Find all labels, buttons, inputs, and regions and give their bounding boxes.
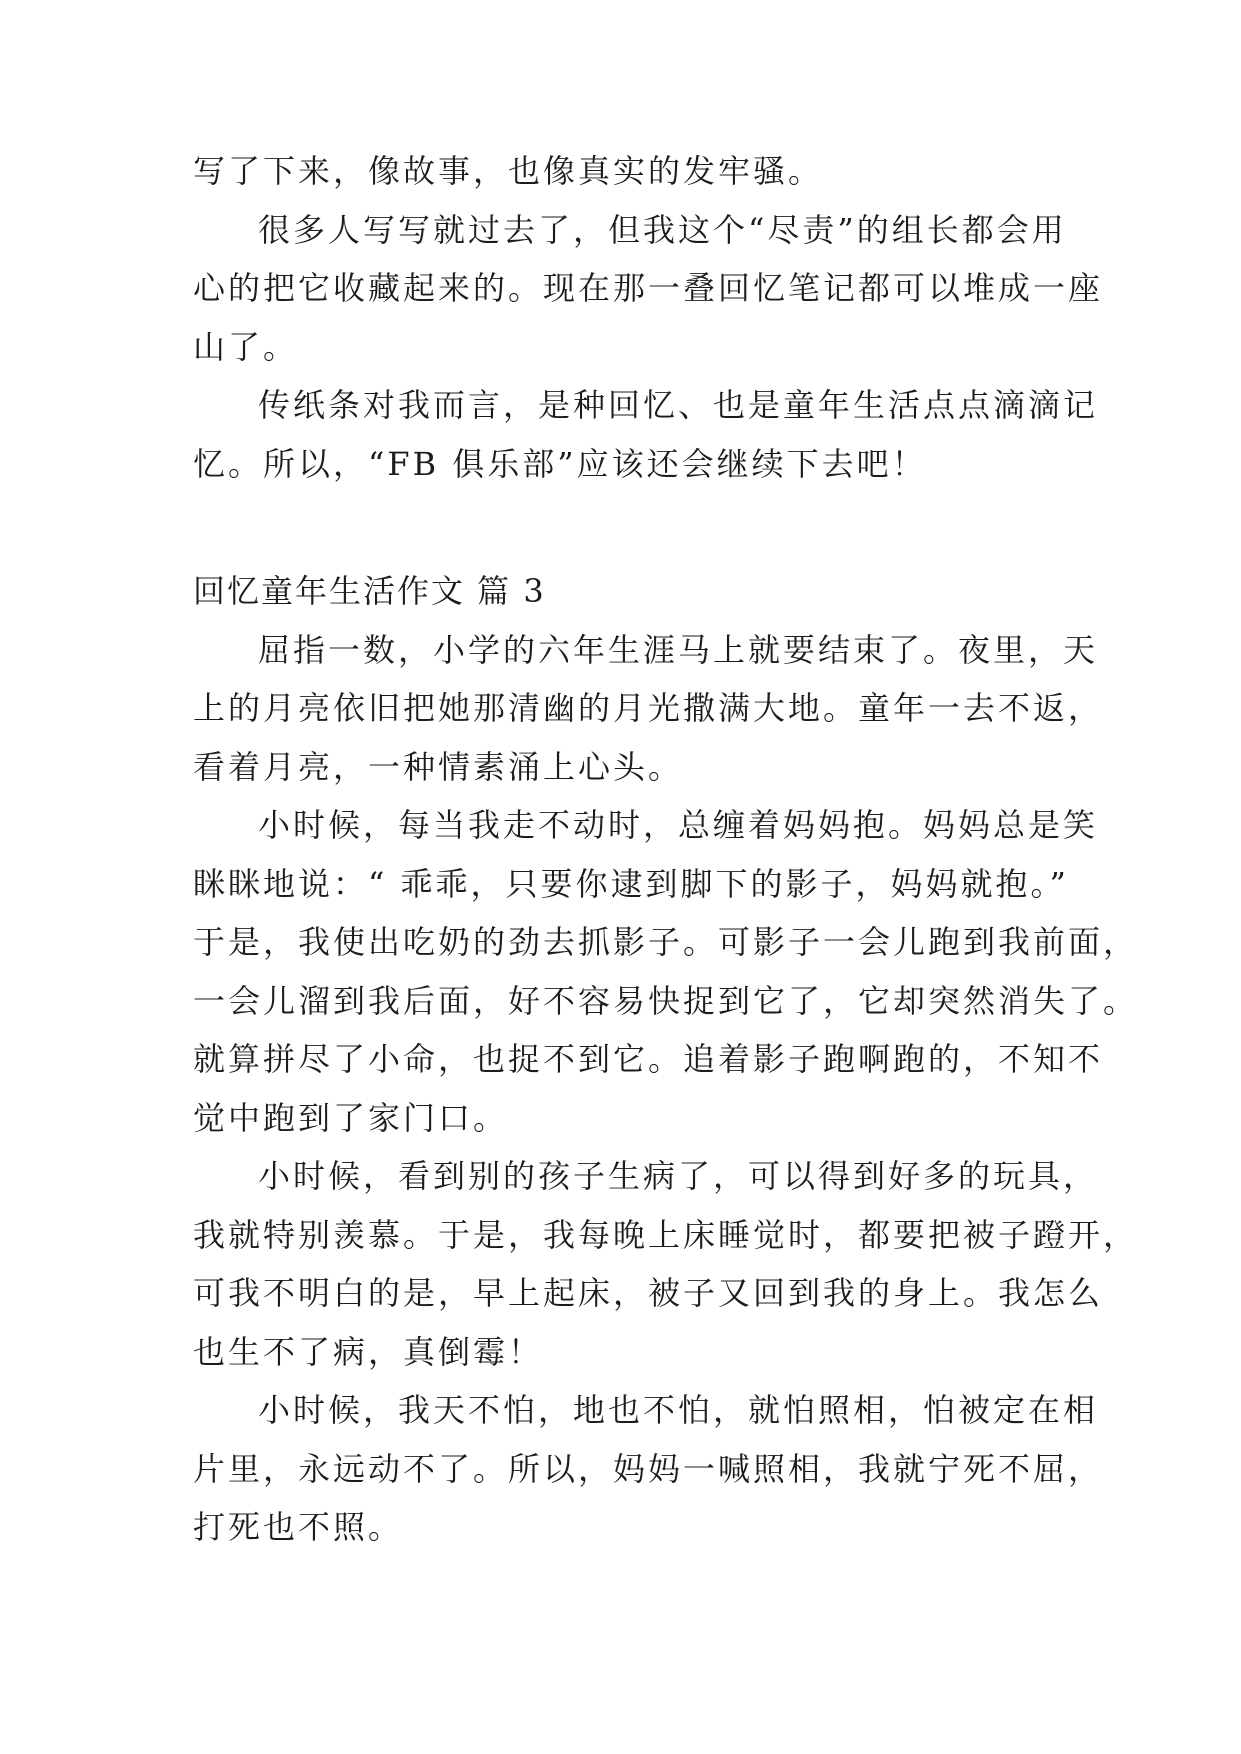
text-line: 心的把它收藏起来的。现在那一叠回忆笔记都可以堆成一座 xyxy=(193,269,1104,307)
text-line: 屈指一数，小学的六年生涯马上就要结束了。夜里，天 xyxy=(258,631,1099,669)
text-line: 小时候，每当我走不动时，总缠着妈妈抱。妈妈总是笑 xyxy=(258,806,1099,844)
text-line: 山了。 xyxy=(193,328,299,366)
text-line: 打死也不照。 xyxy=(193,1508,404,1546)
section-heading: 回忆童年生活作文 篇 3 xyxy=(193,572,546,610)
text-line: 上的月亮依旧把她那清幽的月光撒满大地。童年一去不返， xyxy=(193,689,1104,727)
text-line: 觉中跑到了家门口。 xyxy=(193,1099,509,1137)
text-line: 于是，我使出吃奶的劲去抓影子。可影子一会儿跑到我前面， xyxy=(193,923,1139,961)
text-line: 可我不明白的是，早上起床，被子又回到我的身上。我怎么 xyxy=(193,1274,1104,1312)
text-line: 看着月亮，一种情素涌上心头。 xyxy=(193,748,684,786)
text-line: 片里，永远动不了。所以，妈妈一喊照相，我就宁死不屈， xyxy=(193,1450,1104,1488)
text-line: 一会儿溜到我后面，好不容易快捉到它了，它却突然消失了。 xyxy=(193,982,1139,1020)
text-line: 也生不了病，真倒霉！ xyxy=(193,1333,544,1371)
text-line: 就算拼尽了小命，也捉不到它。追着影子跑啊跑的，不知不 xyxy=(193,1040,1104,1078)
text-line: 小时候，看到别的孩子生病了，可以得到好多的玩具， xyxy=(258,1157,1099,1195)
text-line: 传纸条对我而言，是种回忆、也是童年生活点点滴滴记 xyxy=(258,386,1099,424)
text-line: 写了下来，像故事，也像真实的发牢骚。 xyxy=(193,152,824,190)
text-line: 很多人写写就过去了，但我这个“尽责”的组长都会用 xyxy=(258,211,1067,249)
text-line: 我就特别羡慕。于是，我每晚上床睡觉时，都要把被子蹬开， xyxy=(193,1216,1139,1254)
text-line: 小时候，我天不怕，地也不怕，就怕照相，怕被定在相 xyxy=(258,1391,1099,1429)
text-line: 眯眯地说：“ 乖乖，只要你逮到脚下的影子，妈妈就抱。” xyxy=(193,865,1069,903)
text-line: 忆。所以，“FB 俱乐部”应该还会继续下去吧！ xyxy=(193,445,927,483)
